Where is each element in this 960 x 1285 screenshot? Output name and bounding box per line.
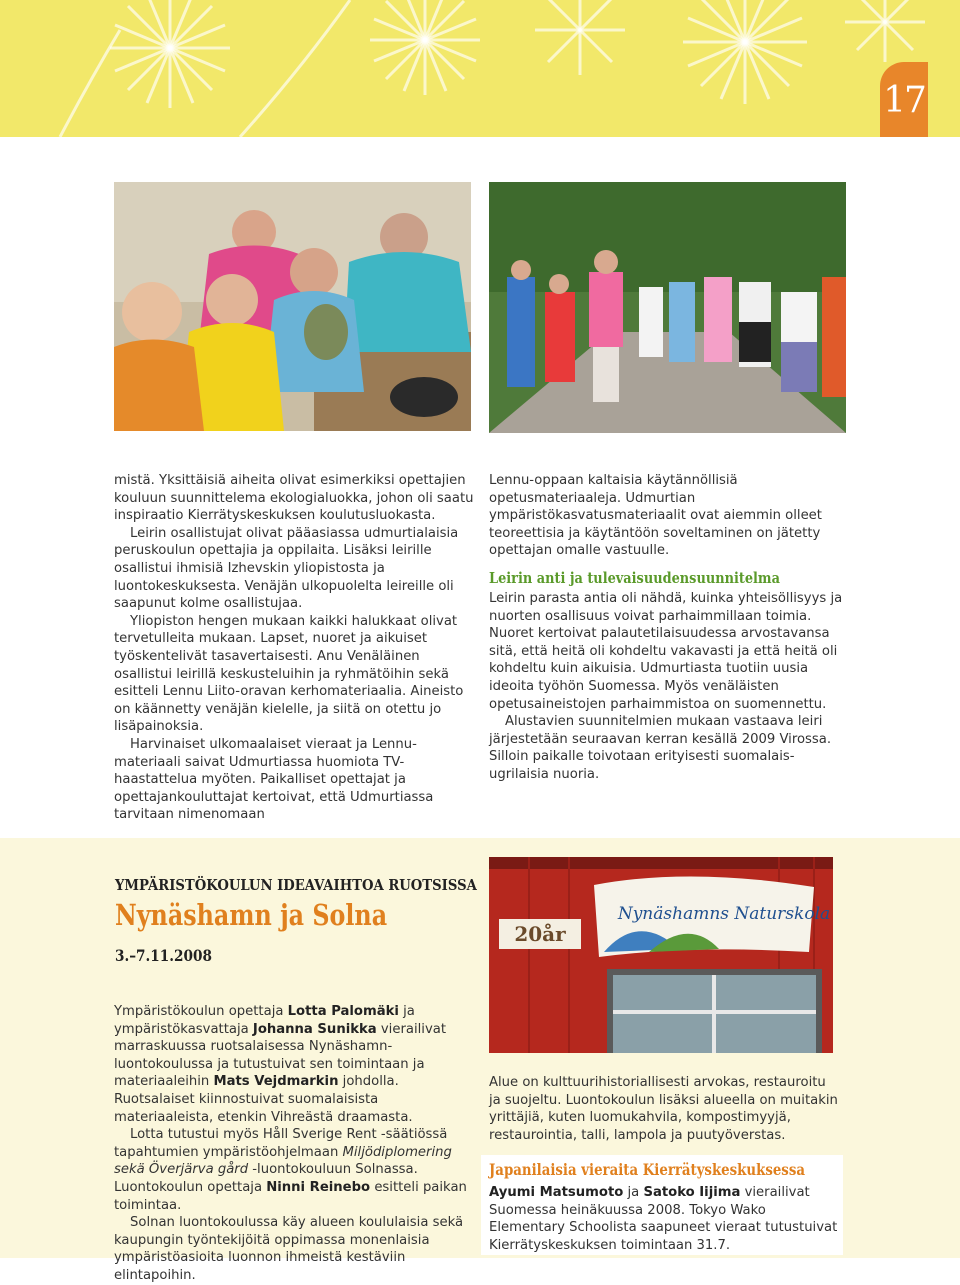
right-paragraph: Alustavien suunnitelmien mukaan vastaava leiri järjestetään seuraavan kerran kesällä 2009 Virossa. Silloin paikalle toivotaan erityisesti suomalais-ugrilaisia nuoria. (489, 714, 832, 782)
feature-date: 3.–7.11.2008 (115, 946, 212, 965)
feature-left-column (114, 1003, 474, 1285)
feature-right-column (489, 1074, 839, 1144)
right-paragraph: Leirin parasta antia oli nähdä, kuinka yhteisöllisyys ja nuorten osallisuus voivat parhaimmillaan toimia. Nuoret kertoivat palautetilaisuudessa arvostavansa sitä, että heitä oli kohdeltu vakavasti ja että heitä oli kohdeltu kuin aikuisia. Udmurtiasta tuotiin uusia ideoita työhön Suomessa. Myös venäläisten opetusaineistojen parhaimmistoa on suomennettu. (489, 590, 843, 712)
right-text-column (489, 472, 847, 784)
left-text-column (114, 472, 474, 824)
feature-paragraph: Solnan luontokoulussa käy alueen koululaisia sekä kaupungin työntekijöitä oppimassa monenlaisia ympäristöasioita luonnon ihmeistä kestäviin elintapoihin. (114, 1215, 464, 1283)
photo-naturskola-sign (489, 857, 833, 1053)
page-number: 17 (883, 80, 925, 121)
feature-kicker: YMPÄRISTÖKOULUN IDEAVAIHTOA RUOTSISSA (115, 876, 477, 894)
photo-walking-group (489, 182, 846, 433)
left-paragraph: Yliopiston hengen mukaan kaikki halukkaat olivat tervetulleita mukaan. Lapset, nuoret ja aikuiset työskentelivät tasavertaisesti. Anu Venäläinen osallistui leirillä keskusteluihin ja ryhmätöihin sekä esitteli Lennu Liito-oravan kerhomateriaalia. Aineisto on käännetty venäjän kielelle, ja siitä on otettu jo lisäpainoksia. (114, 613, 464, 735)
sidebar-box-text: Ayumi Matsumoto ja Satoko Iijima vierailivat Suomessa heinäkuussa 2008. Tokyo Wako Elementary Schoolista saapuneet vieraat tutustuivat Kierrätyskeskuksen toimintaan 31.7. (489, 1185, 838, 1253)
sign-board-text: 20år (514, 922, 566, 946)
dandelion-decoration (0, 0, 960, 137)
feature-right-paragraph: Alue on kulttuurihistoriallisesti arvokas, restauroitu ja suojeltu. Luontokoulun lisäksi alueella on muitakin yrittäjiä, kuten luomukahvila, kompostimyyjä, restaurointia, talli, lampola ja puutyöverstas. (489, 1075, 838, 1143)
feature-title: Nynäshamn ja Solna (115, 898, 388, 932)
left-paragraph: Harvinaiset ulkomaalaiset vieraat ja Lennu-materiaali saivat Udmurtiassa huomiota TV-haastattelua myöten. Paikalliset opettajat ja opettajankouluttajat kertoivat, että Udmurtiassa tarvitaan nimenomaan (114, 736, 434, 823)
left-paragraph: mistä. Yksittäisiä aiheita olivat esimerkiksi opettajien kouluun suunnittelema ekologialuokka, johon oli saatu inspiraatio Kierrätyskeskuksen koulutusluokasta. (114, 473, 474, 524)
sidebar-box-content (489, 1160, 839, 1254)
right-intro: Lennu-oppaan kaltaisia käytännöllisiä opetusmateriaaleja. Udmurtian ympäristökasvatusmateriaalit ovat aiemmin olleet teoreettisia ja käytäntöön soveltaminen on jätetty opettajan omalle vastuulle. (489, 473, 822, 559)
left-paragraph: Leirin osallistujat olivat pääasiassa udmurtialaisia peruskoulun opettajia ja oppilaita. Lisäksi leirille osallistui ihmisiä Izhevskin yliopistosta ja luontokeskuksesta. Venäjän ulkopuolelta leireille oli saapunut kolme osallistujaa. (114, 525, 459, 612)
feature-paragraph: Ympäristökoulun opettaja Lotta Palomäki ja ympäristökasvattaja Johanna Sunikka vierailivat marraskuussa ruotsalaisessa Nynäshamn-luontokoulussa ja tutustuivat sen toimintaan ja materiaaleihin Mats Vejdmarkin johdolla. Ruotsalaiset kiinnostuivat suomalaisista materiaaleista, etenkin Vihreästä draamasta. (114, 1004, 446, 1125)
section-heading-leirin-anti: Leirin anti ja tulevaisuudensuunnitelma (489, 568, 780, 587)
sign-text: Nynäshamns Naturskola (617, 904, 831, 924)
sidebar-box-heading: Japanilaisia vieraita Kierrätyskeskuksessa (489, 1160, 805, 1179)
feature-paragraph: Lotta tutustui myös Håll Sverige Rent -säätiössä tapahtumien ympäristöohjelmaan Miljödiplomering sekä Överjärva gård -luontokouluun Solnassa. Luontokoulun opettaja Ninni Reinebo esitteli paikan toimintaa. (114, 1127, 467, 1213)
photo-camp-participants (114, 182, 471, 431)
header-band (0, 0, 960, 137)
